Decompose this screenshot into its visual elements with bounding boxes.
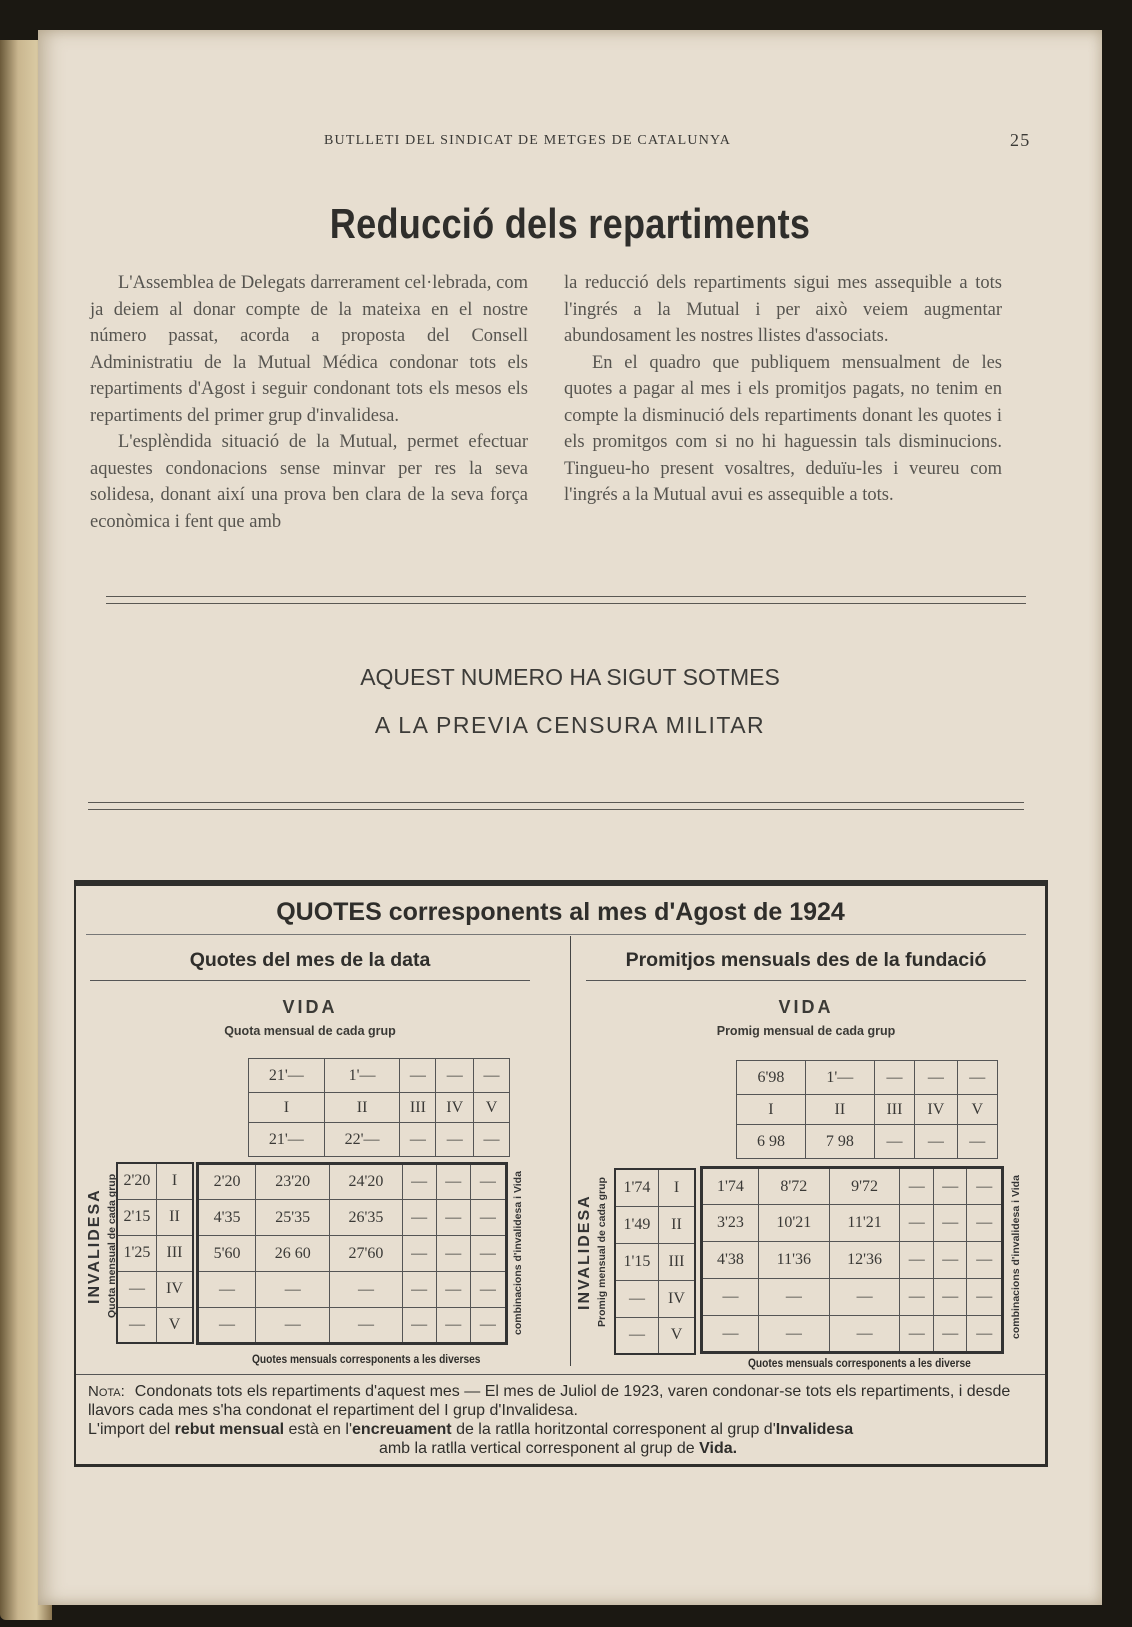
quotes-table-box: [74, 880, 1048, 1467]
matrix-cell: —: [470, 1236, 506, 1272]
vida-quota: 1'—: [805, 1061, 874, 1095]
vida-group: IV: [436, 1093, 474, 1123]
inv-group: IV: [659, 1280, 696, 1317]
vida-label: VIDA: [778, 997, 834, 1017]
combinations-label: combinacions d'invalidesa i Vida: [512, 1171, 524, 1335]
matrix-cell: —: [900, 1242, 934, 1279]
matrix-cell: —: [402, 1200, 436, 1236]
footnote-emphasis: Vida.: [699, 1440, 738, 1457]
matrix-cell: —: [933, 1168, 967, 1205]
vida-quota: —: [400, 1059, 436, 1093]
vida-quota: 21'—: [249, 1059, 325, 1093]
matrix-footer: Quotes mensuals corresponents a les diverses: [252, 1352, 481, 1366]
vida-group: III: [400, 1093, 436, 1123]
matrix-cell: —: [470, 1200, 506, 1236]
matrix-cell: 10'21: [758, 1205, 829, 1242]
title-rule: [86, 934, 1026, 935]
vida-value: —: [474, 1123, 510, 1157]
matrix-cell: —: [967, 1316, 1003, 1353]
matrix-cell: —: [198, 1308, 256, 1344]
vida-value: —: [915, 1125, 957, 1159]
footnote-text: Condonats tots els repartiments d'aquest mes — El mes de Juliol de 1923, varen condonar-se tots els repartiments, i desde llavors cada mes s'ha condonat el repartiment del I grup d'Invalidesa.: [88, 1383, 1011, 1419]
invalidesa-grid: [116, 1162, 194, 1344]
header-title: BUTLLETI DEL SINDICAT DE METGES DE CATALUNYA: [324, 133, 732, 148]
page: [38, 30, 1102, 1605]
inv-group: I: [659, 1169, 696, 1206]
matrix-cell: 2'20: [198, 1164, 256, 1200]
vida-group: IV: [915, 1095, 957, 1125]
combination-matrix: [196, 1162, 508, 1345]
matrix-cell: —: [436, 1236, 470, 1272]
inv-value: 1'25: [117, 1235, 157, 1271]
matrix-cell: 24'20: [330, 1164, 402, 1200]
matrix-cell: —: [256, 1272, 330, 1308]
footnote-text: està en l': [288, 1421, 353, 1438]
inv-value: —: [615, 1280, 659, 1317]
vida-quota: —: [874, 1061, 914, 1095]
combinations-label: combinacions d'invalidesa i Vida: [1010, 1175, 1022, 1339]
inv-group: III: [659, 1243, 696, 1280]
paragraph: L'Assemblea de Delegats darrerament cel·lebrada, com ja deiem al donar compte de la mateixa en el nostre número passat, acorda a proposta del Consell Administratiu de la Mutual Médica condonar tots els repartiments d'Agost i seguir condonant tots els mesos els repartiments del primer grup d'invalidesa.: [90, 273, 528, 426]
vida-value: 7 98: [805, 1125, 874, 1159]
historical-average-section: [586, 940, 1026, 1038]
matrix-cell: —: [436, 1164, 470, 1200]
inv-value: —: [615, 1317, 659, 1354]
matrix-cell: —: [933, 1242, 967, 1279]
matrix-cell: —: [470, 1308, 506, 1344]
inv-value: 1'15: [615, 1243, 659, 1280]
divider-rule: [88, 802, 1024, 810]
footnote-emphasis: rebut mensual: [174, 1421, 285, 1438]
matrix-cell: —: [402, 1272, 436, 1308]
matrix-cell: 23'20: [256, 1164, 330, 1200]
matrix-cell: —: [330, 1308, 402, 1344]
vida-group-label: Quota mensual de cada grup: [224, 1024, 396, 1038]
paragraph: la reducció dels repartiments sigui mes assequible a tots l'ingrés a la Mutual i per això veiem augmentar abundosament les nostres llistes d'associats.: [564, 273, 1002, 346]
article-left-column: [90, 270, 528, 535]
invalidesa-label: INVALIDESA: [86, 1188, 103, 1304]
vida-value: —: [436, 1123, 474, 1157]
vida-group: I: [737, 1095, 806, 1125]
matrix-cell: —: [758, 1316, 829, 1353]
footnote-text: L'import del: [88, 1421, 171, 1438]
inv-value: 1'49: [615, 1206, 659, 1243]
vida-group: V: [474, 1093, 510, 1123]
inv-group: II: [157, 1199, 194, 1235]
vida-quota: 1'—: [324, 1059, 400, 1093]
matrix-cell: 11'21: [829, 1205, 900, 1242]
invalidesa-sub-label: Quota mensual de cada grup: [106, 1173, 118, 1319]
censorship-notice-line1: AQUEST NUMERO HA SIGUT SOTMES: [360, 664, 780, 690]
matrix-cell: —: [829, 1279, 900, 1316]
vida-group: V: [957, 1095, 997, 1125]
article-body: [90, 270, 1002, 535]
vida-value: 22'—: [324, 1123, 400, 1157]
quotes-title: QUOTES corresponents al mes d'Agost de 1924: [276, 898, 845, 926]
inv-group: II: [659, 1206, 696, 1243]
matrix-cell: —: [436, 1308, 470, 1344]
vida-header-grid: [736, 1060, 998, 1159]
matrix-cell: 4'38: [702, 1242, 759, 1279]
vida-value: —: [400, 1123, 436, 1157]
invalidesa-sub-label: Promig mensual de cada grup: [596, 1177, 608, 1327]
article-right-column: [564, 270, 1002, 535]
matrix-cell: —: [702, 1316, 759, 1353]
section-divider: [570, 936, 571, 1366]
matrix-cell: 26'35: [330, 1200, 402, 1236]
vida-group: I: [249, 1093, 325, 1123]
inv-group: V: [157, 1307, 194, 1343]
footnote-text: de la ratlla horitzontal corresponent al grup d': [456, 1421, 776, 1438]
matrix-cell: —: [402, 1236, 436, 1272]
matrix-cell: —: [900, 1168, 934, 1205]
matrix-footer: Quotes mensuals corresponents a les diverse: [748, 1356, 971, 1370]
matrix-cell: 12'36: [829, 1242, 900, 1279]
inv-group: V: [659, 1317, 696, 1354]
footnote-emphasis: Invalidesa: [775, 1421, 854, 1438]
vida-group: II: [805, 1095, 874, 1125]
matrix-cell: 3'23: [702, 1205, 759, 1242]
matrix-cell: 1'74: [702, 1168, 759, 1205]
divider-rule: [106, 596, 1026, 604]
vida-label: VIDA: [282, 997, 338, 1017]
nota-label: Nota:: [88, 1383, 125, 1400]
matrix-cell: —: [967, 1168, 1003, 1205]
matrix-cell: 26 60: [256, 1236, 330, 1272]
matrix-cell: 4'35: [198, 1200, 256, 1236]
matrix-cell: —: [436, 1272, 470, 1308]
current-month-section: [90, 940, 530, 1038]
matrix-cell: —: [402, 1164, 436, 1200]
matrix-cell: —: [470, 1164, 506, 1200]
matrix-cell: —: [256, 1308, 330, 1344]
matrix-cell: —: [330, 1272, 402, 1308]
footnote-text: amb la ratlla vertical corresponent al grup de: [378, 1440, 695, 1457]
matrix-cell: —: [470, 1272, 506, 1308]
matrix-cell: —: [758, 1279, 829, 1316]
vida-quota: —: [957, 1061, 997, 1095]
inv-value: 2'20: [117, 1163, 157, 1199]
matrix-cell: —: [900, 1205, 934, 1242]
matrix-cell: —: [829, 1316, 900, 1353]
inv-value: 2'15: [117, 1199, 157, 1235]
paragraph: L'esplèndida situació de la Mutual, permet efectuar aquestes condonacions sense minvar per res la seva solidesa, donant així una prova ben clara de la seva força econòmica i fent que amb: [90, 432, 528, 532]
section-subtitle: Promitjos mensuals des de la fundació: [586, 940, 1026, 981]
vida-value: —: [874, 1125, 914, 1159]
article-title: Reducció dels repartiments: [329, 200, 811, 247]
matrix-cell: —: [933, 1316, 967, 1353]
inv-value: —: [117, 1307, 157, 1343]
footnote: [88, 1382, 1028, 1458]
matrix-cell: —: [198, 1272, 256, 1308]
vida-quota: 6'98: [737, 1061, 806, 1095]
matrix-cell: —: [402, 1308, 436, 1344]
vida-quota: —: [474, 1059, 510, 1093]
inv-group: IV: [157, 1271, 194, 1307]
vida-value: 6 98: [737, 1125, 806, 1159]
matrix-cell: 25'35: [256, 1200, 330, 1236]
invalidesa-label: INVALIDESA: [576, 1194, 593, 1310]
inv-group: I: [157, 1163, 194, 1199]
vida-group: III: [874, 1095, 914, 1125]
nota-rule: [76, 1374, 1045, 1375]
matrix-cell: —: [900, 1279, 934, 1316]
vida-value: —: [957, 1125, 997, 1159]
matrix-cell: —: [967, 1279, 1003, 1316]
paragraph: En el quadro que publiquem mensualment de les quotes a pagar al mes i els promitjos pagats, no tenim en compte la disminució dels repartiments donant les quotes i els promitgos com si no hi haguessin tals disminucions. Tingueu-ho present vosaltres, deduïu-les i veureu com l'ingrés a la Mutual avui es assequible a tots.: [564, 352, 1002, 505]
matrix-cell: —: [933, 1279, 967, 1316]
matrix-cell: 5'60: [198, 1236, 256, 1272]
matrix-cell: 9'72: [829, 1168, 900, 1205]
matrix-cell: —: [900, 1316, 934, 1353]
matrix-cell: —: [967, 1205, 1003, 1242]
combination-matrix: [700, 1166, 1004, 1354]
vida-quota: —: [915, 1061, 957, 1095]
matrix-cell: 8'72: [758, 1168, 829, 1205]
invalidesa-grid: [614, 1168, 696, 1355]
inv-value: 1'74: [615, 1169, 659, 1206]
vida-value: 21'—: [249, 1123, 325, 1157]
matrix-cell: 27'60: [330, 1236, 402, 1272]
section-subtitle: Quotes del mes de la data: [90, 940, 530, 981]
vida-group: II: [324, 1093, 400, 1123]
page-number: 25: [1010, 130, 1031, 150]
inv-group: III: [157, 1235, 194, 1271]
footnote-line-1: [88, 1382, 1028, 1420]
footnote-emphasis: encreuament: [352, 1421, 452, 1438]
matrix-cell: —: [967, 1242, 1003, 1279]
footnote-line-2: [88, 1420, 1028, 1439]
matrix-cell: —: [436, 1200, 470, 1236]
inv-value: —: [117, 1271, 157, 1307]
matrix-cell: 11'36: [758, 1242, 829, 1279]
matrix-cell: —: [702, 1279, 759, 1316]
footnote-line-3: [88, 1439, 1028, 1458]
vida-group-label: Promig mensual de cada grup: [716, 1024, 896, 1038]
censorship-notice-line2: A LA PREVIA CENSURA MILITAR: [374, 712, 766, 738]
matrix-cell: —: [933, 1205, 967, 1242]
vida-quota: —: [436, 1059, 474, 1093]
vida-header-grid: [248, 1058, 510, 1157]
